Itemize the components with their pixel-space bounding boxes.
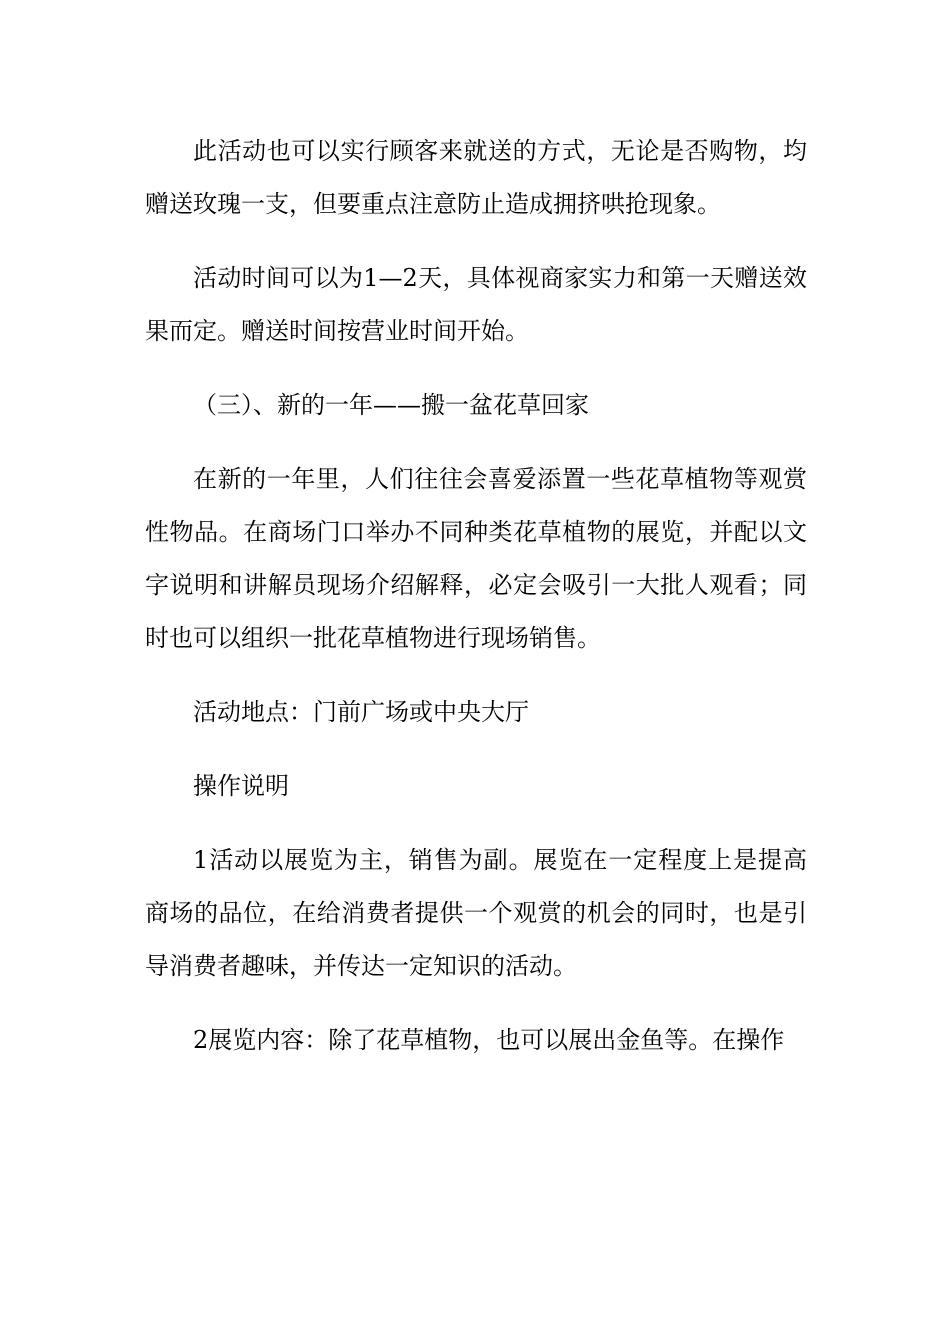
paragraph-rose-gift: 此活动也可以实行顾客来就送的方式，无论是否购物，均赠送玫瑰一支，但要重点注意防止造成拥挤哄抢现象。 xyxy=(145,137,807,218)
paragraph-activity-time: 活动时间可以为1—2天，具体视商家实力和第一天赠送效果而定。赠送时间按营业时间开始。 xyxy=(145,264,807,345)
paragraph-operation-heading: 操作说明 xyxy=(193,772,289,800)
paragraph-activity-location: 活动地点：门前广场或中央大厅 xyxy=(193,698,529,726)
paragraph-operation-item-1: 1活动以展览为主，销售为副。展览在一定程度上是提高商场的品位，在给消费者提供一个观赏的机会的同时，也是引导消费者趣味，并传达一定知识的活动。 xyxy=(145,846,807,980)
document-body xyxy=(145,125,807,1067)
paragraph-operation-item-2: 2展览内容：除了花草植物，也可以展出金鱼等。在操作 xyxy=(193,1026,785,1054)
section-heading-new-year-plants: （三）、新的一年——搬一盆花草回家 xyxy=(193,391,589,419)
paragraph-plant-exhibition: 在新的一年里，人们往往会喜爱添置一些花草植物等观赏性物品。在商场门口举办不同种类花草植物的展览，并配以文字说明和讲解员现场介绍解释，必定会吸引一大批人观看；同时也可以组织一批花草植物进行现场销售。 xyxy=(145,465,807,652)
